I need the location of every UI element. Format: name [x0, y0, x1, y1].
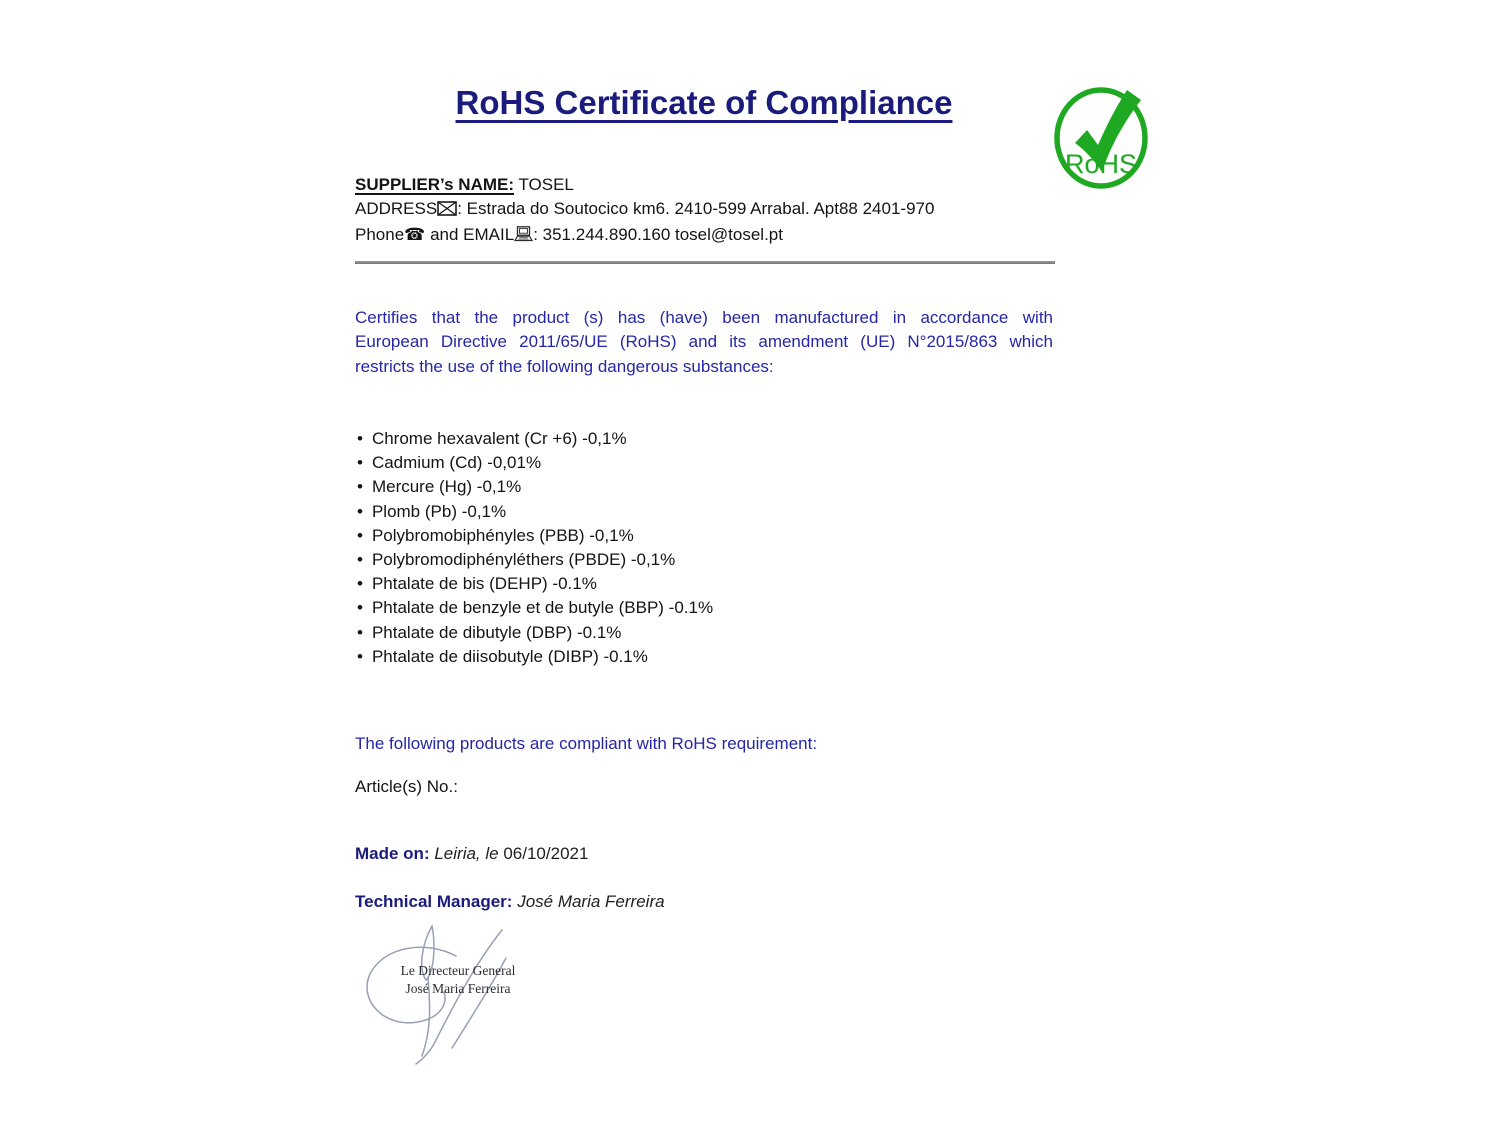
signature-text: [388, 962, 528, 998]
certification-line: restricts the use of the following dangerous substances:: [355, 356, 774, 376]
computer-icon: [514, 225, 533, 249]
contact-value: : 351.244.890.160 tosel@tosel.pt: [533, 225, 783, 244]
certification-statement: [355, 306, 1053, 379]
svg-text:RoHS: RoHS: [1064, 149, 1138, 179]
substance-item: • Mercure (Hg) -0,1%: [357, 475, 1007, 499]
compliance-statement: The following products are compliant with RoHS requirement:: [355, 734, 818, 753]
articles-label: Article(s) No.:: [355, 777, 458, 796]
supplier-name-label: SUPPLIER’s NAME:: [355, 175, 515, 194]
signature-block: [356, 916, 536, 1071]
substance-item: • Phtalate de dibutyle (DBP) -0.1%: [357, 621, 1007, 645]
envelope-icon: [437, 199, 457, 223]
signature-name: José Maria Ferreira: [405, 981, 511, 996]
rohs-logo: [1052, 80, 1150, 190]
substance-item: • Phtalate de diisobutyle (DIBP) -0.1%: [357, 645, 1007, 669]
section-divider: [355, 261, 1055, 264]
address-label: ADDRESS: [355, 199, 438, 218]
substance-item: • Phtalate de bis (DEHP) -0.1%: [357, 572, 1007, 596]
made-on-date: 06/10/2021: [503, 844, 589, 863]
made-on-line: [355, 844, 1053, 864]
technical-manager-line: [355, 892, 1053, 912]
substance-item: • Polybromobiphényles (PBB) -0,1%: [357, 524, 1007, 548]
signature-title: Le Directeur General: [400, 963, 516, 978]
email-label: and EMAIL: [430, 225, 515, 244]
technical-manager-label: Technical Manager:: [355, 892, 513, 911]
supplier-name-line: [355, 173, 1055, 197]
phone-label: Phone: [355, 225, 405, 244]
rohs-check-icon: [1052, 80, 1150, 190]
substance-item: • Chrome hexavalent (Cr +6) -0,1%: [357, 427, 1007, 451]
certification-line: European Directive 2011/65/UE (RoHS) and its amendment (UE) N°2015/863 which: [355, 332, 1053, 352]
substance-item: • Plomb (Pb) -0,1%: [357, 500, 1007, 524]
technical-manager-name: José Maria Ferreira: [517, 892, 665, 911]
supplier-block: [355, 173, 1055, 249]
substance-item: • Cadmium (Cd) -0,01%: [357, 451, 1007, 475]
certification-line: Certifies that the product (s) has (have) been manufactured in accordance with: [355, 308, 1053, 327]
made-on-label: Made on:: [355, 844, 430, 863]
made-on-place: Leiria, le: [434, 844, 499, 863]
supplier-contact-line: [355, 223, 1055, 249]
phone-icon: ☎: [404, 225, 426, 245]
supplier-name-value: TOSEL: [518, 175, 574, 194]
substance-item: • Polybromodiphényléthers (PBDE) -0,1%: [357, 548, 1007, 572]
supplier-address-line: [355, 197, 1055, 223]
substance-item: • Phtalate de benzyle et de butyle (BBP) -0.1%: [357, 596, 1007, 620]
substances-list: [357, 427, 1007, 669]
address-value: : Estrada do Soutocico km6. 2410-599 Arrabal. Apt88 2401-970: [457, 199, 935, 218]
page-title: RoHS Certificate of Compliance: [455, 84, 953, 121]
